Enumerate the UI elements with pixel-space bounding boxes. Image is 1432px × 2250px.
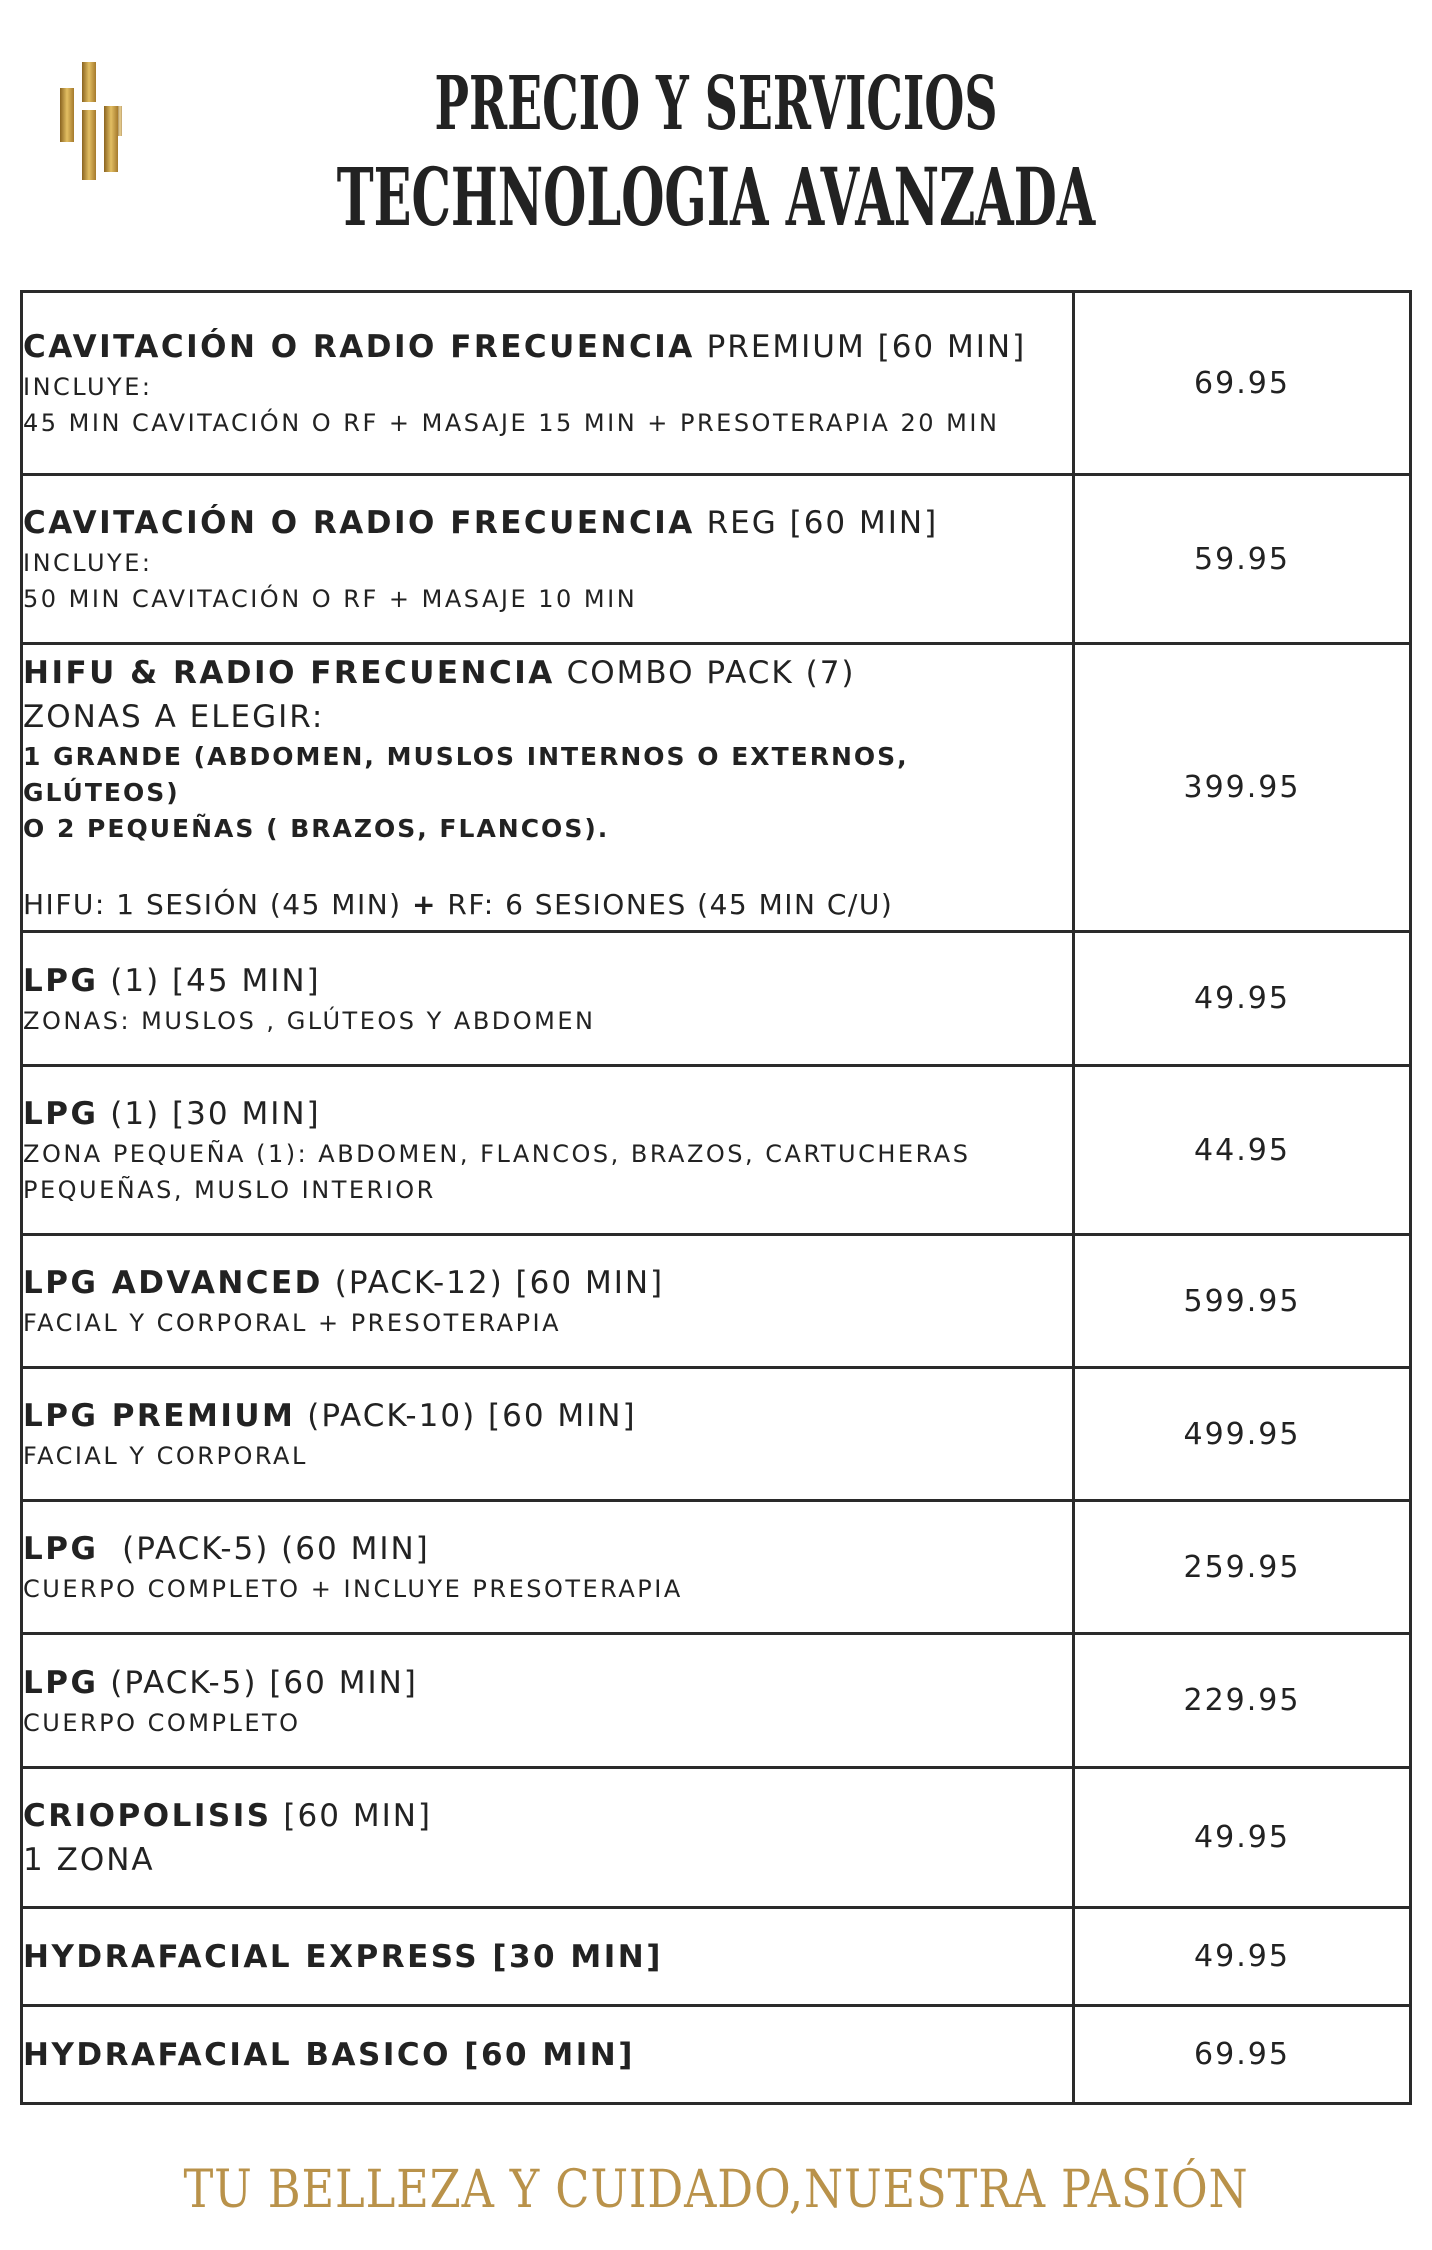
service-suffix: [60 MIN] (283, 1797, 432, 1834)
service-name: CAVITACIÓN O RADIO FRECUENCIA (23, 329, 695, 365)
price-table (20, 290, 1412, 2105)
service-name: LPG (23, 1664, 99, 1701)
table-row (22, 1768, 1411, 1908)
sessions-hifu: HIFU: 1 SESIÓN (45 MIN) (23, 887, 402, 921)
service-cell (22, 1066, 1074, 1235)
price-cell: 499.95 (1074, 1368, 1411, 1501)
service-name: LPG (23, 962, 99, 999)
service-detail: FACIAL Y CORPORAL + PRESOTERAPIA (23, 1309, 562, 1337)
service-detail: INCLUYE: (23, 373, 153, 401)
sessions-plus: + (412, 887, 437, 921)
service-suffix: PREMIUM [60 MIN] (706, 329, 1027, 365)
table-row (22, 475, 1411, 644)
price-cell: 399.95 (1074, 644, 1411, 932)
service-cell (22, 932, 1074, 1066)
table-row (22, 644, 1411, 932)
table-row (22, 1501, 1411, 1634)
service-cell (22, 1908, 1074, 2006)
zones-option: O 2 PEQUEÑAS ( BRAZOS, FLANCOS). (23, 813, 610, 843)
service-detail: INCLUYE: (23, 549, 153, 577)
price-cell: 44.95 (1074, 1066, 1411, 1235)
service-suffix: (1) [45 MIN] (110, 962, 321, 999)
service-cell (22, 1634, 1074, 1768)
price-cell: 49.95 (1074, 1908, 1411, 2006)
service-name: CRIOPOLISIS (23, 1797, 272, 1834)
service-suffix: (PACK-10) [60 MIN] (307, 1398, 637, 1434)
price-cell: 49.95 (1074, 932, 1411, 1066)
service-detail: 1 ZONA (23, 1841, 155, 1878)
service-suffix: (1) [30 MIN] (110, 1096, 321, 1132)
service-suffix: REG [60 MIN] (706, 505, 939, 541)
table-row (22, 292, 1411, 475)
service-name: CAVITACIÓN O RADIO FRECUENCIA (23, 505, 695, 541)
price-cell: 69.95 (1074, 292, 1411, 475)
page-title-line-2: TECHNOLOGIA AVANZADA (336, 150, 1096, 244)
service-name: HIFU & RADIO FRECUENCIA (23, 654, 555, 691)
service-cell (22, 1235, 1074, 1368)
service-name: LPG (23, 1096, 99, 1132)
table-row (22, 1908, 1411, 2006)
zones-label: ZONAS A ELEGIR: (23, 698, 325, 735)
service-suffix: (PACK-12) [60 MIN] (334, 1265, 665, 1301)
service-detail: 50 MIN CAVITACIÓN O RF + MASAJE 10 MIN (23, 585, 638, 613)
price-cell: 59.95 (1074, 475, 1411, 644)
service-name: LPG ADVANCED (23, 1265, 323, 1301)
service-cell (22, 644, 1074, 932)
service-detail: PEQUEÑAS, MUSLO INTERIOR (23, 1176, 436, 1204)
table-row (22, 1066, 1411, 1235)
table-row (22, 1235, 1411, 1368)
service-name: HYDRAFACIAL EXPRESS [30 MIN] (23, 1938, 663, 1975)
service-detail: ZONA PEQUEÑA (1): ABDOMEN, FLANCOS, BRAZOS, CARTUCHERAS (23, 1140, 971, 1168)
price-cell: 599.95 (1074, 1235, 1411, 1368)
gold-bars-logo-icon (58, 62, 132, 180)
footer-tagline: TU BELLEZA Y CUIDADO,NUESTRA PASIÓN (183, 2160, 1249, 2220)
service-name: LPG (23, 1531, 99, 1567)
service-cell (22, 1768, 1074, 1908)
service-detail: 45 MIN CAVITACIÓN O RF + MASAJE 15 MIN + PRESOTERAPIA 20 MIN (23, 409, 1000, 437)
service-detail: ZONAS: MUSLOS , GLÚTEOS Y ABDOMEN (23, 1006, 596, 1035)
table-row (22, 1634, 1411, 1768)
service-name: LPG PREMIUM (23, 1398, 296, 1434)
service-cell (22, 2006, 1074, 2104)
service-name: HYDRAFACIAL BASICO [60 MIN] (23, 2036, 635, 2073)
service-detail: CUERPO COMPLETO + INCLUYE PRESOTERAPIA (23, 1575, 683, 1603)
service-suffix: COMBO PACK (7) (566, 654, 856, 691)
service-cell (22, 1368, 1074, 1501)
price-cell: 259.95 (1074, 1501, 1411, 1634)
zones-option: 1 GRANDE (ABDOMEN, MUSLOS INTERNOS O EXTERNOS, GLÚTEOS) (23, 741, 909, 807)
table-row (22, 1368, 1411, 1501)
service-cell (22, 1501, 1074, 1634)
service-suffix: (PACK-5) [60 MIN] (110, 1664, 418, 1701)
page-title-line-1: PRECIO Y SERVICIOS (434, 61, 998, 147)
service-suffix: (PACK-5) (60 MIN] (122, 1531, 430, 1567)
service-cell (22, 475, 1074, 644)
price-cell: 229.95 (1074, 1634, 1411, 1768)
table-row (22, 2006, 1411, 2104)
sessions-rf: RF: 6 SESIONES (45 MIN C/U) (447, 887, 894, 921)
service-detail: FACIAL Y CORPORAL (23, 1442, 308, 1470)
service-cell (22, 292, 1074, 475)
service-detail: CUERPO COMPLETO (23, 1708, 301, 1737)
price-cell: 49.95 (1074, 1768, 1411, 1908)
table-row (22, 932, 1411, 1066)
price-cell: 69.95 (1074, 2006, 1411, 2104)
